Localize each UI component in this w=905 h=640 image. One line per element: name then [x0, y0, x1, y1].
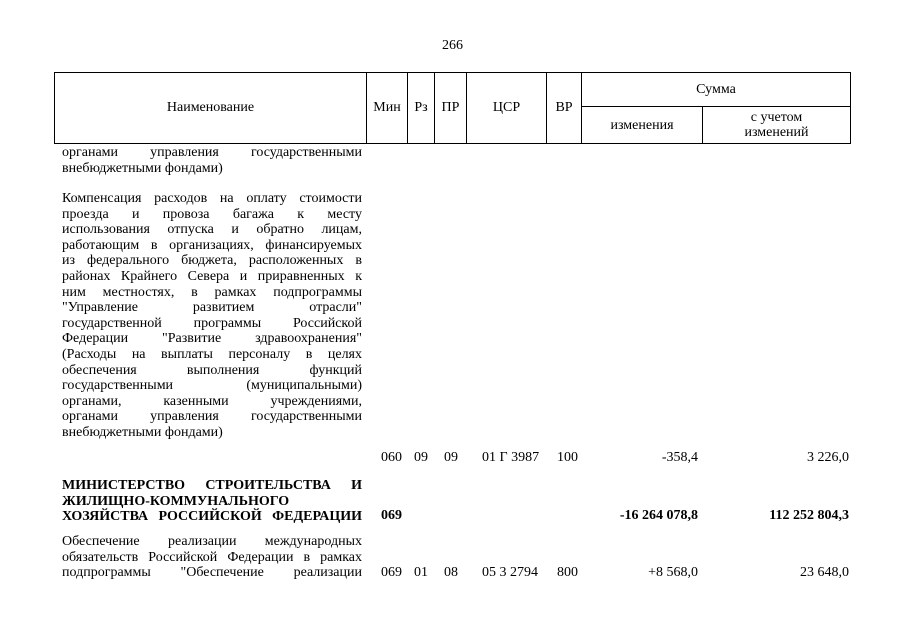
row-change: +8 568,0 — [648, 565, 698, 580]
row-text-line: органами управления государственными — [62, 145, 362, 160]
row-total: 23 648,0 — [800, 565, 849, 580]
row-text-line: государственной программы Российской — [62, 315, 362, 331]
header-bottom-border — [54, 143, 851, 144]
row-rz: 01 — [414, 565, 428, 580]
row-text-line: проезда и провоза багажа к месту — [62, 206, 362, 222]
row-text-line: (Расходы на выплаты персоналу в целях — [62, 346, 362, 362]
row-text-line: работающим в организациях, финансируемых — [62, 237, 362, 253]
row-pr: 08 — [444, 565, 458, 580]
row-description — [62, 534, 362, 581]
row-text-line: органами управления государственными — [62, 409, 362, 425]
header-rz: Рз — [414, 100, 428, 115]
row-text-line: внебюджетными фондами) — [62, 424, 223, 440]
row-text-line: подпрограммы "Обеспечение реализации — [62, 565, 362, 581]
row-min: 069 — [381, 565, 402, 580]
row-csr: 01 Г 3987 — [482, 450, 540, 465]
ministry-change: -16 264 078,8 — [619, 508, 698, 523]
header-name: Наименование — [166, 100, 255, 115]
row-text-line: "Управление развитием отрасли" — [62, 300, 362, 316]
header-with-change — [703, 107, 850, 143]
row-min: 060 — [381, 450, 402, 465]
row-total: 3 226,0 — [807, 450, 849, 465]
table-header — [54, 72, 851, 144]
row-text-line: районах Крайнего Севера и приравненных к — [62, 268, 362, 284]
header-sum: Сумма — [696, 81, 736, 97]
row-text-line: ним местностях, в рамках подпрограммы — [62, 284, 362, 300]
row-text-line: внебюджетными фондами) — [62, 160, 223, 176]
row-text-line: обязательств Российской Федерации в рамках — [62, 549, 362, 565]
ministry-description — [62, 478, 362, 525]
header-right-border — [850, 72, 851, 144]
row-csr: 05 3 2794 — [482, 565, 538, 580]
row-text-line: Обеспечение реализации международных — [62, 534, 362, 549]
header-min: Мин — [373, 100, 401, 115]
row-text-line: использования отпуска и обратно лицам, — [62, 222, 362, 238]
row-change: -358,4 — [661, 450, 698, 465]
row-vr: 800 — [557, 565, 578, 580]
row-text-line: из федерального бюджета, расположенных в — [62, 253, 362, 269]
row-text-line: Федерации "Развитие здравоохранения" — [62, 331, 362, 347]
header-vr: ВР — [555, 100, 573, 115]
row-text-line: Компенсация расходов на оплату стоимости — [62, 191, 362, 206]
row-pr: 09 — [444, 450, 458, 465]
row-text-line: органами, казенными учреждениями, — [62, 393, 362, 409]
row-text-line: ЖИЛИЩНО-КОММУНАЛЬНОГО — [62, 493, 290, 509]
row-rz: 09 — [414, 450, 428, 465]
row-vr: 100 — [557, 450, 578, 465]
header-csr: ЦСР — [492, 100, 521, 115]
header-with-change-line2: изменений — [744, 125, 809, 140]
header-pr: ПР — [441, 100, 460, 115]
row-text-line: ХОЗЯЙСТВА РОССИЙСКОЙ ФЕДЕРАЦИИ — [62, 509, 362, 525]
page-number: 266 — [442, 38, 463, 53]
row-description — [62, 191, 362, 441]
header-change: изменения — [610, 117, 674, 133]
ministry-min: 069 — [381, 508, 402, 523]
header-with-change-line1: с учетом — [750, 110, 803, 125]
row-description — [62, 145, 362, 176]
row-text-line: обеспечения выполнения функций — [62, 362, 362, 378]
ministry-total: 112 252 804,3 — [769, 508, 849, 523]
row-text-line: государственными (муниципальными) — [62, 378, 362, 394]
row-text-line: МИНИСТЕРСТВО СТРОИТЕЛЬСТВА И — [62, 478, 362, 493]
